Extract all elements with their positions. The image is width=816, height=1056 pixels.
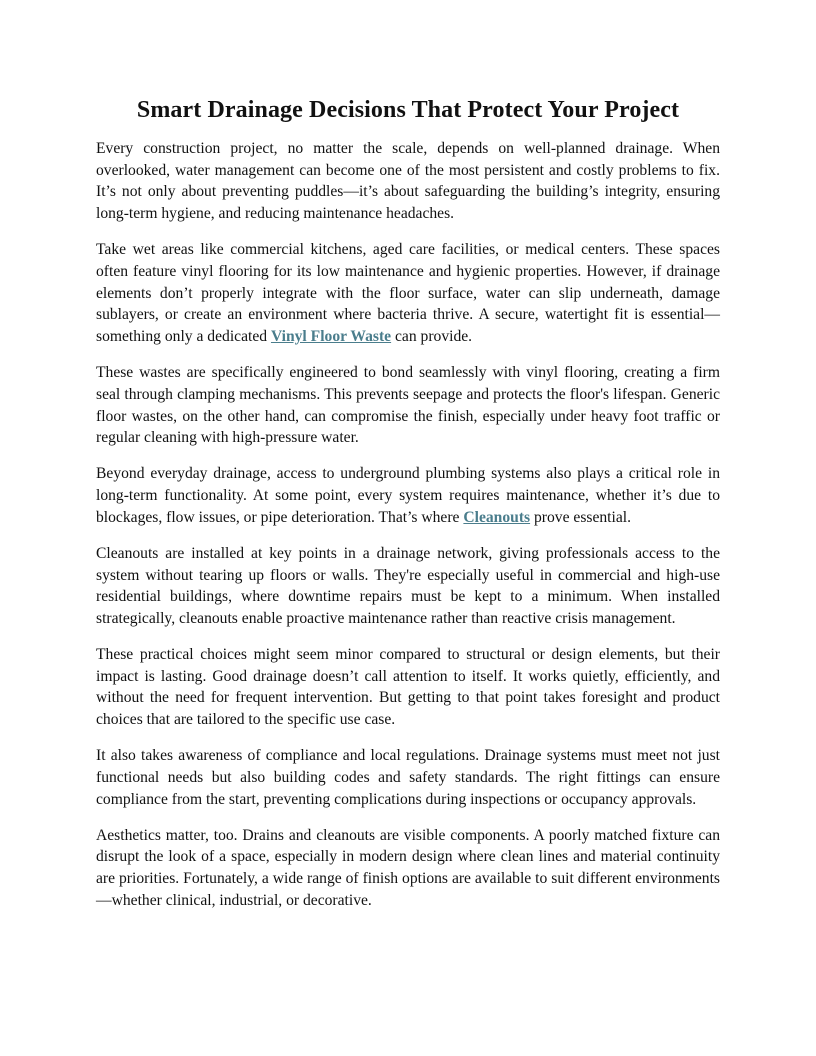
page-title: Smart Drainage Decisions That Protect Your Project bbox=[136, 97, 680, 123]
paragraph-access bbox=[96, 463, 720, 528]
paragraph-cleanouts: Cleanouts are installed at key points in a drainage network, giving professionals access to the system without tearing up floors or walls. They're especially useful in commercial and high-use residential buildings, where downtime repairs must be kept to a minimum. When installed strategically, cleanouts enable proactive maintenance rather than reactive crisis management. bbox=[96, 544, 720, 627]
paragraph-wet-areas-text: Take wet areas like commercial kitchens, aged care facilities, or medical centers. These spaces often feature vinyl flooring for its low maintenance and hygienic properties. However, if drainage elements don’t properly integrate with the floor surface, water can slip underneath, damage sublayers, or create an environment where bacteria thrive. A secure, watertight fit is essential—something only a dedicated bbox=[96, 241, 720, 346]
paragraph-practical: These practical choices might seem minor compared to structural or design elements, but their impact is lasting. Good drainage doesn’t call attention to itself. It works quietly, efficiently, and without the need for frequent intervention. But getting to that point takes foresight and product choices that are tailored to the specific use case. bbox=[96, 646, 720, 729]
paragraph-wastes: These wastes are specifically engineered to bond seamlessly with vinyl flooring, creating a firm seal through clamping mechanisms. This prevents seepage and protects the floor's lifespan. Generic floor wastes, on the other hand, can compromise the finish, especially under heavy foot traffic or regular cleaning with high-pressure water. bbox=[96, 364, 720, 447]
paragraph-access-text: Beyond everyday drainage, access to underground plumbing systems also plays a critical role in long-term functionality. At some point, every system requires maintenance, whether it’s due to blockages, flow issues, or pipe deterioration. That’s where bbox=[96, 465, 720, 526]
vinyl-floor-waste-link[interactable]: Vinyl Floor Waste bbox=[270, 328, 392, 346]
paragraph-compliance: It also takes awareness of compliance and local regulations. Drainage systems must meet not just functional needs but also building codes and safety standards. The right fittings can ensure compliance from the start, preventing complications during inspections or occupancy approvals. bbox=[96, 747, 720, 808]
cleanouts-link[interactable]: Cleanouts bbox=[463, 508, 531, 526]
paragraph-wet-areas-tail: can provide. bbox=[391, 328, 473, 346]
paragraph-aesthetics: Aesthetics matter, too. Drains and cleanouts are visible components. A poorly matched fixture can disrupt the look of a space, especially in modern design where clean lines and material continuity are priorities. Fortunately, a wide range of finish options are available to suit different environments—whether clinical, industrial, or decorative. bbox=[96, 826, 720, 909]
paragraph-intro: Every construction project, no matter the scale, depends on well-planned drainage. When overlooked, water management can become one of the most persistent and costly problems to fix. It’s not only about preventing puddles—it’s about safeguarding the building’s integrity, ensuring long-term hygiene, and reducing maintenance headaches. bbox=[96, 140, 720, 223]
paragraph-access-tail: prove essential. bbox=[530, 508, 631, 526]
paragraph-wet-areas bbox=[96, 239, 720, 348]
document-page bbox=[96, 96, 720, 926]
